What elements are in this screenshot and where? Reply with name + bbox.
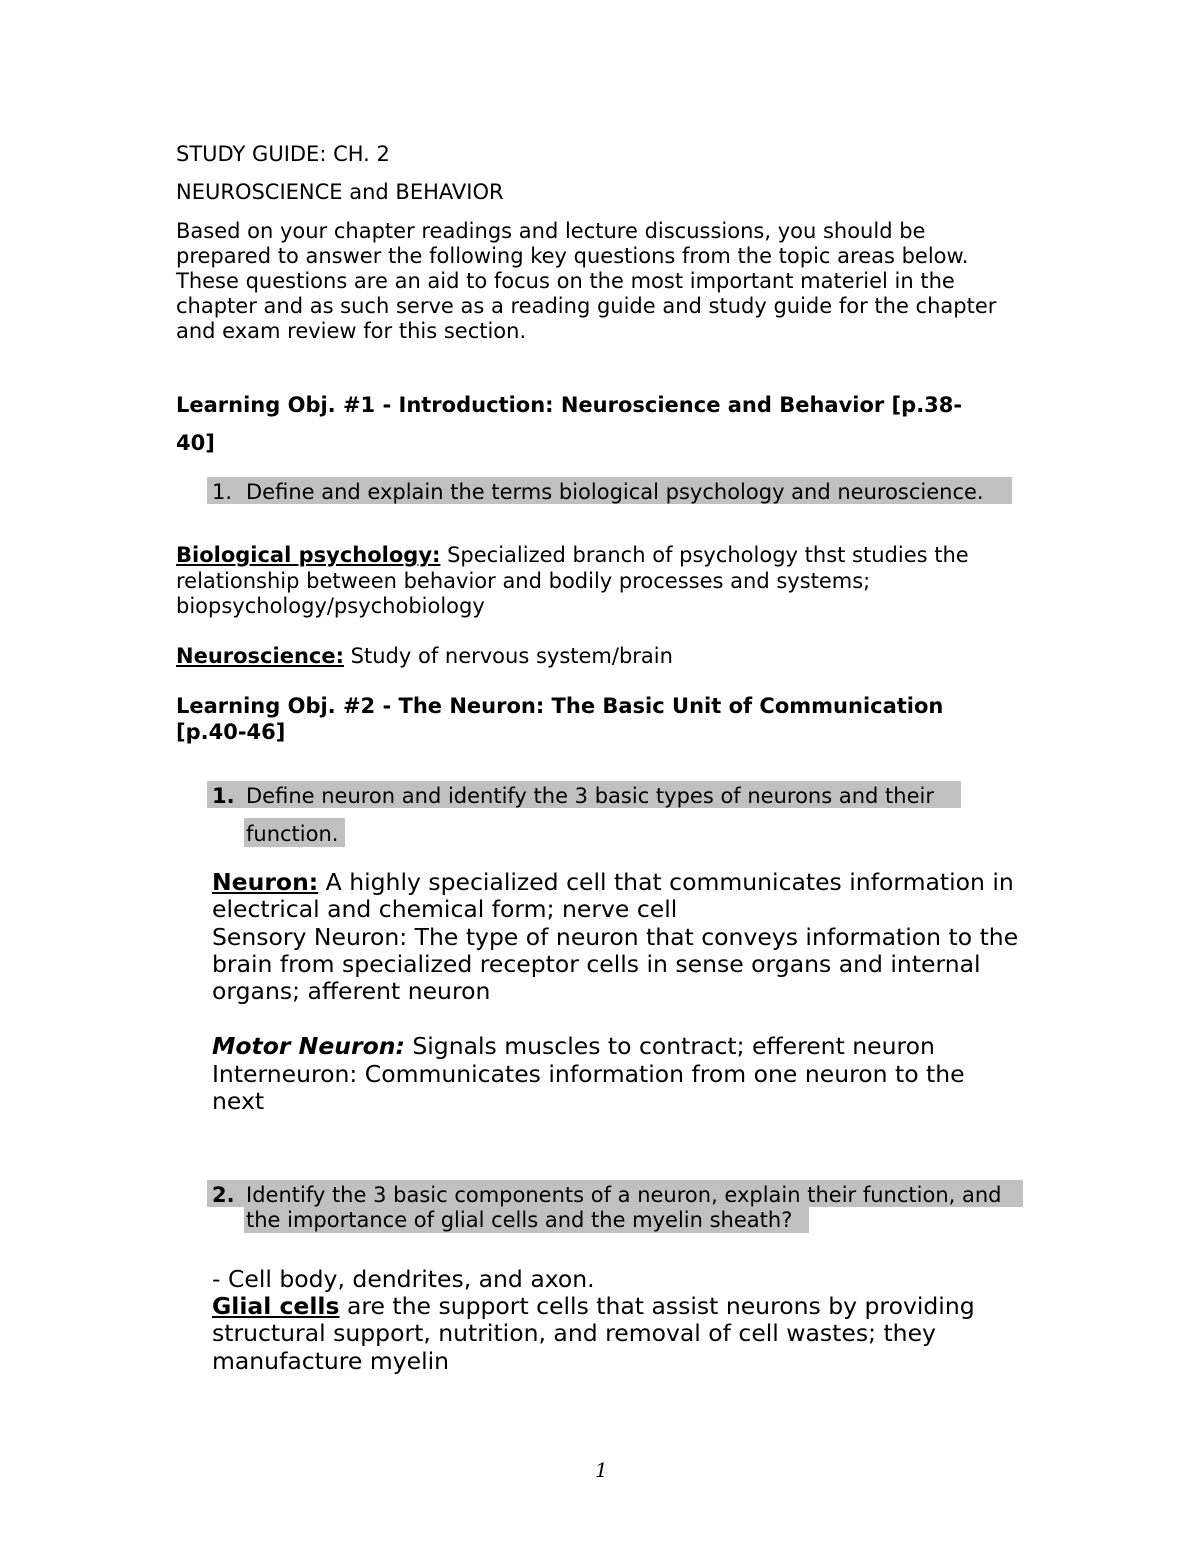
definition-text: structural support, nutrition, and removal of cell wastes; they <box>212 1319 936 1347</box>
definition-text: Specialized branch of psychology thst studies the <box>440 543 969 567</box>
intro-line: and exam review for this section. <box>176 319 527 343</box>
definition-biological-psychology <box>176 542 969 568</box>
definition-neuron <box>212 869 1014 897</box>
definition-text: manufacture myelin <box>212 1347 450 1375</box>
question-text: Define and explain the terms biological psychology and neuroscience. <box>246 480 984 504</box>
definition-text: electrical and chemical form; nerve cell <box>212 895 678 923</box>
document-title: STUDY GUIDE: CH. 2 <box>176 142 390 166</box>
question-text: function. <box>246 822 339 846</box>
question-text: the importance of glial cells and the myelin sheath? <box>246 1208 793 1232</box>
term-label: Glial cells <box>212 1292 340 1320</box>
objective-2-heading: Learning Obj. #2 - The Neuron: The Basic Unit of Communication <box>176 694 944 718</box>
definition-text: A highly specialized cell that communicates information in <box>318 868 1014 896</box>
question-text: Define neuron and identify the 3 basic types of neurons and their <box>246 784 934 808</box>
definition-neuroscience <box>176 643 673 669</box>
page-number: 1 <box>595 1458 608 1482</box>
definition-text: Study of nervous system/brain <box>343 644 673 668</box>
objective-2-heading-cont: [p.40-46] <box>176 720 286 744</box>
objective-1-heading-cont: 40] <box>176 431 215 455</box>
intro-line: chapter and as such serve as a reading guide and study guide for the chapter <box>176 294 997 318</box>
components-list: - Cell body, dendrites, and axon. <box>212 1265 595 1293</box>
definition-sensory-neuron: Sensory Neuron: The type of neuron that conveys information to the <box>212 923 1019 951</box>
definition-text: biopsychology/psychobiology <box>176 594 485 618</box>
document-subtitle: NEUROSCIENCE and BEHAVIOR <box>176 180 504 204</box>
term-label: Biological psychology: <box>176 543 441 567</box>
objective-1-heading: Learning Obj. #1 - Introduction: Neuroscience and Behavior [p.38- <box>176 393 963 417</box>
question-number: 2. <box>212 1183 235 1207</box>
question-text: Identify the 3 basic components of a neuron, explain their function, and <box>246 1183 1002 1207</box>
definition-motor-neuron <box>212 1033 935 1061</box>
definition-text: next <box>212 1087 265 1115</box>
definition-glial-cells <box>212 1293 975 1321</box>
definition-text: organs; afferent neuron <box>212 977 491 1005</box>
definition-text: Signals muscles to contract; efferent neuron <box>404 1032 935 1060</box>
term-label: Motor Neuron: <box>212 1032 405 1060</box>
intro-line: prepared to answer the following key questions from the topic areas below. <box>176 244 969 268</box>
intro-line: These questions are an aid to focus on the most important materiel in the <box>176 269 955 293</box>
definition-text: relationship between behavior and bodily processes and systems; <box>176 569 871 593</box>
definition-text: brain from specialized receptor cells in sense organs and internal <box>212 950 981 978</box>
term-label: Neuron: <box>212 868 319 896</box>
intro-line: Based on your chapter readings and lecture discussions, you should be <box>176 219 926 243</box>
question-number: 1. <box>212 784 235 808</box>
definition-interneuron: Interneuron: Communicates information from one neuron to the <box>212 1060 965 1088</box>
definition-text: are the support cells that assist neurons by providing <box>339 1292 975 1320</box>
question-number: 1. <box>212 480 233 504</box>
term-label: Neuroscience: <box>176 644 344 668</box>
